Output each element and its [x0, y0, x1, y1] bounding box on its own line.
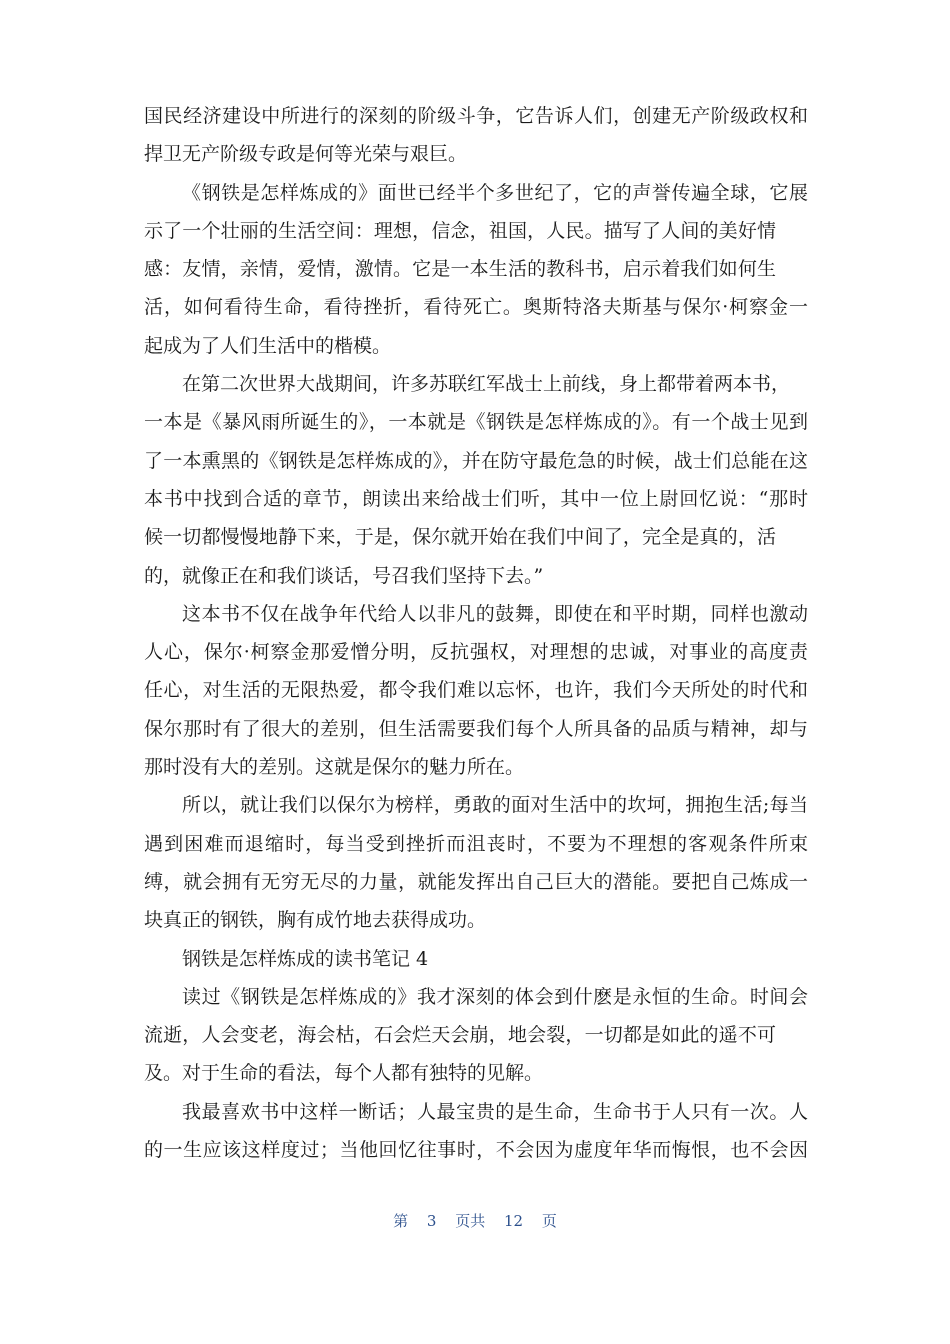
text-line: 活，如何看待生命，看待挫折，看待死亡。奥斯特洛夫斯基与保尔·柯察金一 [144, 296, 808, 319]
text-line: 人心，保尔·柯察金那爱憎分明，反抗强权，对理想的忠诚，对事业的高度责 [144, 641, 808, 664]
text-line: 感：友情，亲情，爱情，激情。它是一本生活的教科书，启示着我们如何生 [144, 258, 776, 281]
footer-page-of: 页共 [455, 1212, 486, 1230]
text-line: 读过《钢铁是怎样炼成的》我才深刻的体会到什麽是永恒的生命。时间会 [182, 985, 808, 1008]
text-line: 的一生应该这样度过；当他回忆往事时，不会因为虚度年华而悔恨，也不会因 [144, 1139, 808, 1162]
text-line: 所以，就让我们以保尔为榜样，勇敢的面对生活中的坎坷，拥抱生活;每当 [182, 794, 808, 817]
text-line: 流逝，人会变老，海会枯，石会烂天会崩，地会裂，一切都是如此的遥不可 [144, 1024, 776, 1047]
text-line: 保尔那时有了很大的差别，但生活需要我们每个人所具备的品质与精神，却与 [144, 717, 808, 740]
footer-total-pages: 12 [504, 1212, 524, 1230]
text-line: 起成为了人们生活中的楷模。 [144, 334, 392, 357]
text-line: 我最喜欢书中这样一断话；人最宝贵的是生命，生命书于人只有一次。人 [182, 1100, 808, 1123]
text-line: 那时没有大的差别。这就是保尔的魅力所在。 [144, 756, 525, 779]
text-line: 任心，对生活的无限热爱，都令我们难以忘怀，也许，我们今天所处的时代和 [144, 679, 808, 702]
text-line: 了一本熏黑的《钢铁是怎样炼成的》，并在防守最危急的时候，战士们总能在这 [144, 449, 808, 472]
text-line: 国民经济建设中所进行的深刻的阶级斗争，它告诉人们，创建无产阶级政权和 [144, 105, 808, 127]
text-line: 《钢铁是怎样炼成的》面世已经半个多世纪了，它的声誉传遍全球，它展 [182, 181, 808, 204]
page-footer [0, 1210, 950, 1231]
text-line: 在第二次世界大战期间，许多苏联红军战士上前线，身上都带着两本书， [182, 373, 791, 396]
text-line: 示了一个壮丽的生活空间：理想，信念，祖国，人民。描写了人间的美好情 [144, 219, 776, 242]
footer-page-word: 第 [393, 1212, 409, 1230]
text-line: 候一切都慢慢地静下来，于是，保尔就开始在我们中间了，完全是真的，活 [144, 526, 776, 549]
text-line: 遇到困难而退缩时，每当受到挫折而沮丧时，不要为不理想的客观条件所束 [144, 832, 808, 855]
text-line: 捍卫无产阶级专政是何等光荣与艰巨。 [144, 143, 468, 166]
text-line: 缚，就会拥有无穷无尽的力量，就能发挥出自己巨大的潜能。要把自己炼成一 [144, 870, 808, 893]
text-line: 块真正的钢铁，胸有成竹地去获得成功。 [144, 909, 487, 932]
text-line: 一本是《暴风雨所诞生的》，一本就是《钢铁是怎样炼成的》。有一个战士见到 [144, 411, 808, 434]
text-line: 这本书不仅在战争年代给人以非凡的鼓舞，即使在和平时期，同样也激动 [182, 602, 808, 625]
section-heading: 钢铁是怎样炼成的读书笔记 4 [182, 947, 429, 970]
text-line: 的，就像正在和我们谈话，号召我们坚持下去。” [144, 564, 544, 587]
footer-page-number: 3 [426, 1212, 437, 1230]
text-line: 及。对于生命的看法，每个人都有独特的见解。 [144, 1062, 544, 1085]
footer-page-suffix: 页 [541, 1212, 557, 1230]
text-line: 本书中找到合适的章节，朗读出来给战士们听，其中一位上尉回忆说：“那时 [144, 487, 808, 510]
body-text [144, 97, 808, 1169]
